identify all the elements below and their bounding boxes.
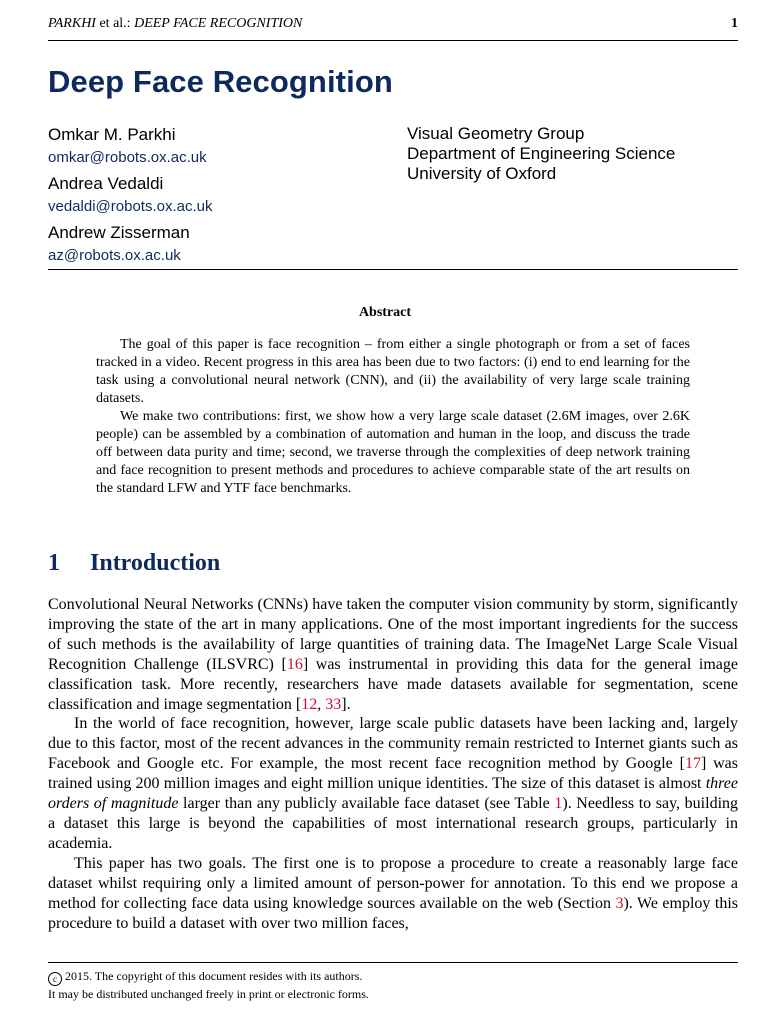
emphasis-text: three orders of magnitude [48,775,738,813]
section-title: Introduction [90,550,221,576]
text-run: This paper has two goals. The first one is to propose a procedure to create a reasonably large face dataset whilst requiring only a limited amount of person-power for annotation. To this end we propose a method for collecting face data using knowledge sources available on the web (Section [48,854,738,912]
text-run: ]. [341,695,351,713]
paper-title: Deep Face Recognition [48,64,393,99]
running-head-paper-title: DEEP FACE RECOGNITION [134,16,303,31]
body-paragraph [48,595,738,714]
section-reference-link[interactable]: 3 [615,894,624,912]
section-heading [48,550,220,577]
text-run: Convolutional Neural Networks (CNNs) have taken the computer vision community by storm, significantly improving the state of the art in many applications. One of the most important ingredients for the success of such methods is the availability of large quantities of training data. The ImageNet Large Scale Visual Recognition Challenge (ILSVRC) [ [48,596,738,673]
affiliation-department: Department of Engineering Science [407,144,676,163]
citation-link[interactable]: 33 [325,695,342,713]
text-run: ). We employ this procedure to build a dataset with over two million faces, [48,894,738,932]
author-email-link[interactable]: vedaldi@robots.ox.ac.uk [48,198,213,215]
body-paragraph [48,714,738,853]
table-reference-link[interactable]: 1 [554,795,563,813]
running-head [48,14,738,36]
abstract-body [96,336,690,498]
author-email-link[interactable]: omkar@robots.ox.ac.uk [48,149,207,166]
affiliation-university: University of Oxford [407,164,557,183]
text-run: ] was trained using 200 million images and eight million unique identities. The size of this dataset is almost [48,755,739,793]
author-name: Andrew Zisserman [48,223,190,242]
distribution-line: It may be distributed unchanged freely in print or electronic forms. [48,987,369,1001]
affiliation [407,124,675,184]
body-text [48,595,738,933]
running-head-et-al: et al.: [99,16,131,31]
author-name: Omkar M. Parkhi [48,125,176,144]
abstract-paragraph: The goal of this paper is face recognition – from either a single photograph or from a set of faces tracked in a video. Recent progress in this area has been due to two factors: (i) end to end learning for the task using a convolutional neural network (CNN), and (ii) the availability of very large scale training datasets. [96,337,690,406]
page-number: 1 [731,16,738,31]
text-run: , [317,695,326,713]
abstract-heading: Abstract [358,305,412,320]
header-rule [48,40,738,41]
citation-link[interactable]: 17 [684,755,701,773]
text-run: In the world of face recognition, however, large scale public datasets have been lacking and, largely due to this factor, most of the recent advances in the community remain restricted to Internet giants such as Facebook and Google etc. For example, the most recent face recognition method by Google [ [48,715,738,773]
section-number: 1 [48,550,60,576]
body-paragraph [48,854,738,934]
footer-rule [48,962,738,963]
author-name: Andrea Vedaldi [48,174,164,193]
text-run: larger than any publicly available face dataset (see Table [178,795,555,813]
running-head-authors: PARKHI [48,16,96,31]
abstract-paragraph: We make two contributions: first, we show how a very large scale dataset (2.6M images, over 2.6K people) can be assembled by a combination of automation and human in the loop, and discuss the trade off between data purity and time; second, we traverse through the complexities of deep network training and face recognition to present methods and procedures to achieve comparable state of the art results on the standard LFW and YTF face benchmarks. [96,409,690,496]
author-email-link[interactable]: az@robots.ox.ac.uk [48,247,181,264]
affiliation-group: Visual Geometry Group [407,124,585,143]
copyright-text: 2015. The copyright of this document resides with its authors. [65,969,363,983]
running-head-title [48,16,302,32]
author-list [48,124,388,271]
citation-link[interactable]: 12 [301,695,318,713]
copyright-footer [48,968,369,1002]
text-run: ] was instrumental in providing this data for the general image classification task. More recently, researchers have made datasets available for segmentation, scene classification and image segmentation [ [48,655,739,713]
text-run: ). Needless to say, building a dataset this large is beyond the capabilities of most international research groups, particularly in academia. [48,795,739,852]
copyright-line [48,968,369,986]
copyright-icon: c [48,972,62,986]
citation-link[interactable]: 16 [286,655,303,673]
title-block-rule [48,269,738,270]
